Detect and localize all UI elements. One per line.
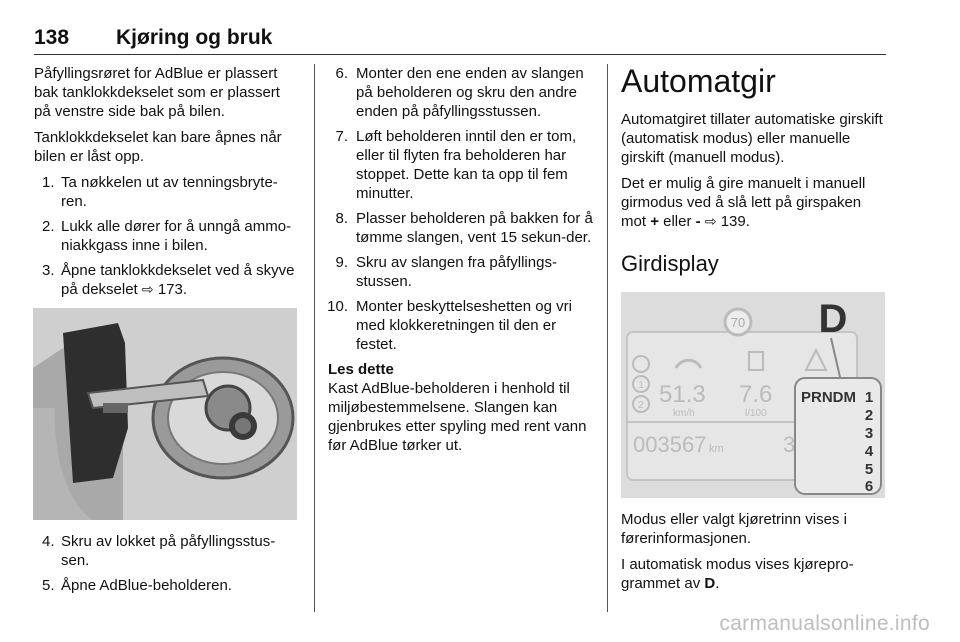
speed-unit: km/h	[673, 408, 695, 419]
paragraph: Det er mulig å gire manuelt i manuell girmodus ved å slå lett på girspaken mot + eller - ⇨ 139.	[621, 175, 866, 230]
list-item: 4. Skru av lokket på påfyllingsstus-sen.	[42, 533, 276, 569]
callout-gear: 1	[864, 389, 874, 406]
page-title: Kjøring og bruk	[116, 26, 273, 49]
list-item: 3. Åpne tanklokkdekselet ved å skyve på dekselet ⇨ 173.	[42, 262, 295, 298]
list-item: 7. Løft beholderen inntil den er tom, eller til flyten fra beholderen har stoppet. Dette kan ta opp til fem minutter.	[335, 128, 577, 202]
page-number: 138	[34, 26, 70, 49]
page-reference[interactable]: 139.	[720, 213, 750, 230]
circle-two: 2	[638, 400, 644, 411]
paragraph: Tanklokkdekselet kan bare åpnes når bilen er låst opp.	[34, 129, 282, 165]
minus-symbol: -	[695, 213, 701, 230]
gear-display-illustration	[621, 292, 885, 498]
speed-value: 51.3	[659, 381, 706, 408]
note-heading: Les dette	[328, 361, 394, 378]
subsection-heading: Girdisplay	[621, 251, 719, 276]
section-heading: Automatgir	[621, 63, 776, 99]
list-item: 2. Lukk alle dører for å unngå ammo-niakkgass inne i bilen.	[42, 218, 292, 254]
callout-gear: 5	[864, 461, 874, 478]
page-reference[interactable]: 173.	[157, 281, 188, 298]
list-item: 8. Plasser beholderen på bakken for å tømme slangen, vent 15 sekun-der.	[335, 210, 593, 246]
note-text: Kast AdBlue-beholderen i henhold til miljøbestemmelsene. Slangen kan gjenbrukes etter spyling med rent vann før AdBlue tørker ut.	[328, 380, 587, 454]
speed-limit-text: 70	[730, 315, 746, 330]
column-divider-right	[607, 64, 608, 612]
circle-one: 1	[638, 380, 644, 391]
reference-arrow-icon: ⇨	[704, 214, 717, 230]
reference-arrow-icon: ⇨	[141, 282, 154, 298]
list-item: 5. Åpne AdBlue-beholderen.	[42, 577, 232, 594]
callout-label: PRNDM	[801, 389, 856, 406]
drive-mode-letter: D	[704, 575, 716, 592]
plus-symbol: +	[650, 213, 659, 230]
trip-digit: 3	[783, 432, 796, 457]
watermark: carmanualsonline.info	[719, 612, 930, 635]
steps-list	[34, 532, 300, 595]
list-item: 9. Skru av slangen fra påfyllings-stussen.	[335, 254, 557, 290]
list-item: 1. Ta nøkkelen ut av tenningsbryte-ren.	[42, 174, 278, 210]
column-left	[34, 64, 300, 601]
paragraph: Påfyllingsrøret for AdBlue er plassert bak tanklokkdekselet som er plassert på venstre side bak på bilen.	[34, 65, 280, 120]
paragraph: Automatgiret tillater automatiske girskift (automatisk modus) eller manuelle girskift (manuell modus).	[621, 111, 883, 166]
column-middle	[328, 64, 594, 462]
odometer-value: 003567	[633, 432, 707, 457]
odometer-unit: km	[709, 443, 724, 455]
gear-indicator: D	[818, 297, 848, 341]
fuel-filler-photo	[33, 308, 297, 520]
column-right	[621, 64, 887, 600]
column-divider-left	[314, 64, 315, 612]
consumption-value: 7.6	[739, 381, 773, 408]
consumption-unit: l/100	[745, 408, 767, 419]
callout-gear: 4	[864, 443, 874, 460]
callout-gear: 6	[864, 478, 874, 495]
list-item: 6. Monter den ene enden av slangen på beholderen og skru den andre enden på påfyllingsstussen.	[335, 65, 584, 120]
callout-gear: 3	[864, 425, 874, 442]
steps-list	[34, 173, 300, 300]
paragraph: I automatisk modus vises kjørepro-grammet av D.	[621, 556, 854, 592]
callout-gear: 2	[864, 407, 874, 424]
steps-list	[328, 64, 594, 354]
page-header	[34, 24, 886, 55]
list-item: 10. Monter beskyttelseshetten og vri med klokkeretningen til den er festet.	[327, 298, 572, 353]
paragraph: Modus eller valgt kjøretrinn vises i førerinformasjonen.	[621, 511, 847, 547]
